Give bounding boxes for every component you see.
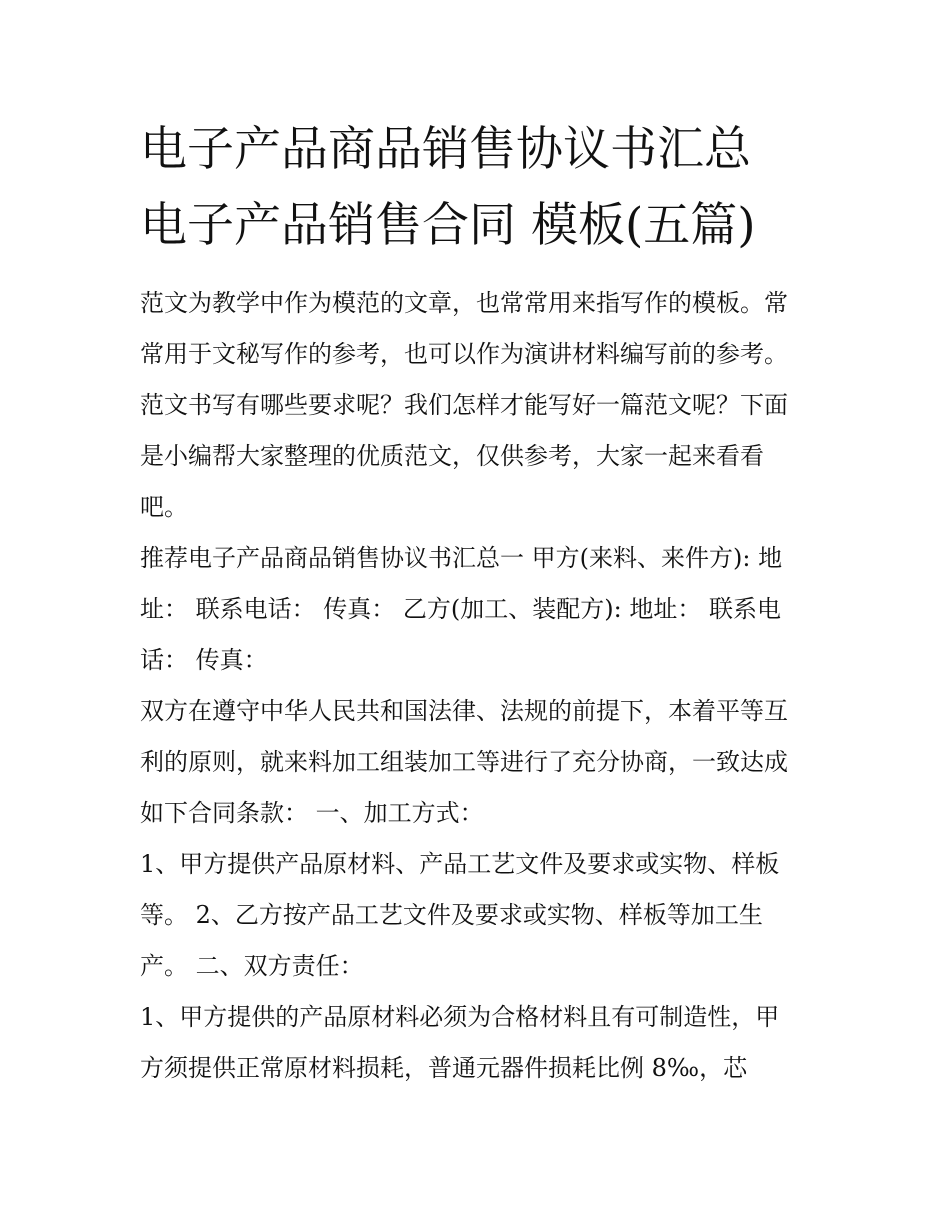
title-line-2: 电子产品销售合同 模板(五篇) xyxy=(140,198,756,253)
paragraph-intro xyxy=(140,278,820,533)
paragraph-processing-method xyxy=(140,839,820,992)
text-line: 产。 二、双方责任： xyxy=(140,952,364,980)
text-line: 话： 传真： xyxy=(140,646,268,674)
title-line-1: 电子产品商品销售协议书汇总 xyxy=(140,122,751,177)
text-line: 方须提供正常原材料损耗，普通元器件损耗比例 8‰，芯 xyxy=(140,1054,748,1082)
text-line: 范文书写有哪些要求呢？我们怎样才能写好一篇范文呢？下面 xyxy=(140,391,788,419)
paragraph-parties xyxy=(140,533,820,686)
text-line: 范文为教学中作为模范的文章，也常常用来指写作的模板。常 xyxy=(140,289,788,317)
paragraph-preamble xyxy=(140,686,820,839)
text-line: 双方在遵守中华人民共和国法律、法规的前提下，本着平等互 xyxy=(140,697,788,725)
text-line: 是小编帮大家整理的优质范文，仅供参考，大家一起来看看 xyxy=(140,442,764,470)
text-line: 1、甲方提供产品原材料、产品工艺文件及要求或实物、样板 xyxy=(140,850,780,878)
paragraph-responsibilities xyxy=(140,992,820,1094)
text-line: 吧。 xyxy=(140,493,188,521)
text-line: 常用于文秘写作的参考，也可以作为演讲材料编写前的参考。 xyxy=(140,340,788,368)
text-line: 利的原则，就来料加工组装加工等进行了充分协商，一致达成 xyxy=(140,748,788,776)
document-body xyxy=(140,278,820,1094)
text-line: 推荐电子产品商品销售协议书汇总一 甲方(来料、来件方): 地 xyxy=(140,544,783,572)
text-line: 1、甲方提供的产品原材料必须为合格材料且有可制造性，甲 xyxy=(140,1003,780,1031)
document-title xyxy=(140,112,840,264)
text-line: 等。 2、乙方按产品工艺文件及要求或实物、样板等加工生 xyxy=(140,901,763,929)
text-line: 址： 联系电话： 传真： 乙方(加工、装配方): 地址： 联系电 xyxy=(140,595,781,623)
text-line: 如下合同条款： 一、加工方式： xyxy=(140,799,484,827)
